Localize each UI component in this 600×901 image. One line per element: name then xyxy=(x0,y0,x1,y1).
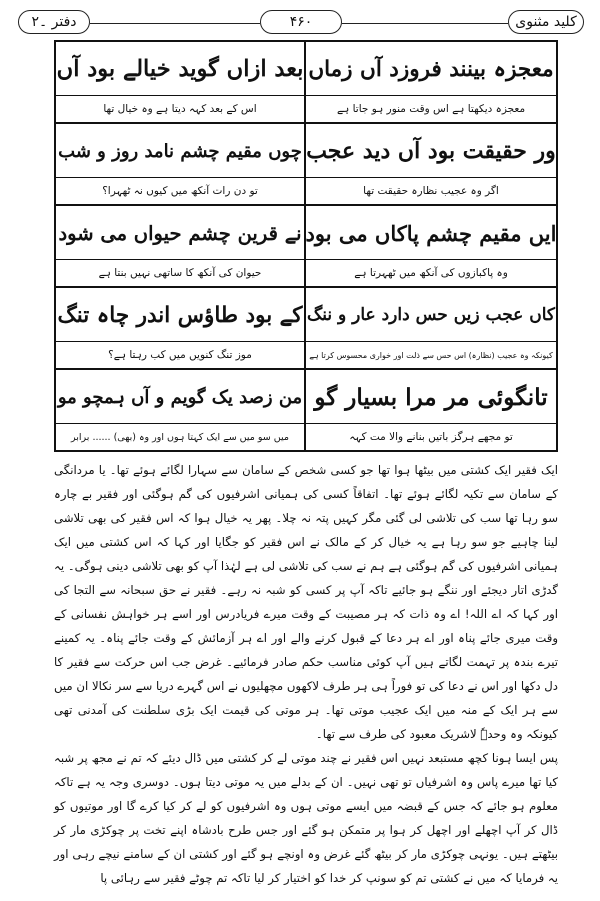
urdu-translation: معجزہ دیکھتا ہے اس وقت منور ہو جاتا ہے xyxy=(306,95,556,122)
couplet-second-hemistich xyxy=(56,206,306,286)
paragraph: پس ایسا ہونا کچھ مستبعد نہیں اس فقیر نے چند موتی لے کر کشتی میں ڈال دیئے کہ تم نے مجھ پر شبہ کیا تھا میرے پاس وہ اشرفیاں تو تھی نہیں۔ ان کے بدلے میں یہ موتی دیتا ہوں۔ دوسری وجہ یہ ہے تاکہ معلوم ہو جائے کہ جس کے قبضہ میں ایسے موتی ہوں وہ اشرفیوں کو لے کر کیا کرے گا اور موتیوں کو ڈال کر آپ اچھلے اور اچھل کر ہوا پر متمکن ہو گئے اور جس طرح بادشاہ اپنے تخت پر چوکڑی مار کر بیٹھتے ہیں۔ یونہی چوکڑی مار کر بیٹھ گئے غرض وہ اونچے ہو گئے اور کشتی ان کے سامنے نیچے رہی اور یہ فرمایا کہ میں نے کشتی تم کو سونپ کر خدا کو اختیار کر لیا تاکہ تم چوٹے فقیر سے رہائی پا xyxy=(54,751,558,885)
persian-verse: ور حقیقت بود آں دید عجب xyxy=(306,138,556,164)
urdu-translation: اس کے بعد کہہ دیتا ہے وہ خیال تھا xyxy=(56,95,304,122)
urdu-translation: وہ پاکبازوں کی آنکھ میں ٹھہرتا ہے xyxy=(306,259,556,286)
couplet-table xyxy=(54,40,558,452)
urdu-translation: تو دن رات آنکھ میں کیوں نہ ٹھہرا؟ xyxy=(56,177,304,204)
persian-verse: تانگوئی مر مرا بسیار گو xyxy=(314,383,548,411)
page-number: ۴۶۰ xyxy=(260,10,342,34)
commentary-text xyxy=(54,458,558,890)
couplet-second-hemistich xyxy=(56,124,306,204)
urdu-translation: تو مجھے ہرگز باتیں بنانے والا مت کہہ xyxy=(306,423,556,450)
urdu-translation: حیوان کی آنکھ کا ساتھی نہیں بنتا ہے xyxy=(56,259,304,286)
urdu-translation: کیونکہ وہ عجیب (نظارہ) اس حس سے ذلت اور خواری محسوس کرتا ہے xyxy=(306,341,556,368)
urdu-translation: اگر وہ عجیب نظارہ حقیقت تھا xyxy=(306,177,556,204)
persian-verse: ایں مقیم چشم پاکاں می بود xyxy=(306,220,556,246)
volume-label: دفتر ۔۲ xyxy=(18,10,90,34)
persian-verse: بعد ازاں گوید خیالے بود آں xyxy=(56,56,304,82)
couplet-row xyxy=(56,124,556,206)
header-rule-left xyxy=(90,23,260,24)
persian-verse: کے بود طاؤس اندر چاہ تنگ xyxy=(57,302,303,328)
persian-verse: چوں مقیم چشم نامد روز و شب xyxy=(58,140,302,162)
persian-verse: کاں عجب زیں حس دارد عار و ننگ xyxy=(307,305,555,325)
couplet-first-hemistich xyxy=(306,124,556,204)
header-rule-right xyxy=(342,23,508,24)
urdu-translation: موز تنگ کنویں میں کب رہتا ہے؟ xyxy=(56,341,304,368)
couplet-row xyxy=(56,288,556,370)
couplet-row xyxy=(56,206,556,288)
couplet-first-hemistich xyxy=(306,42,556,122)
urdu-translation: میں سو میں سے ایک کہتا ہوں اور وہ (بھی) ...... برابر xyxy=(56,423,304,450)
book-title: کلید مثنوی xyxy=(508,10,584,34)
couplet-first-hemistich xyxy=(306,206,556,286)
persian-verse: معجزہ بینند فروزد آں زماں xyxy=(308,56,554,82)
page-header xyxy=(18,8,584,38)
couplet-first-hemistich xyxy=(306,370,556,450)
couplet-first-hemistich xyxy=(306,288,556,368)
couplet-row xyxy=(56,370,556,452)
persian-verse: نے قرین چشم حیواں می شود xyxy=(58,221,302,245)
couplet-second-hemistich xyxy=(56,370,306,450)
couplet-second-hemistich xyxy=(56,42,306,122)
paragraph: ایک فقیر ایک کشتی میں بیٹھا ہوا تھا جو کسی شخص کے سامان سے سہارا لگائے ہوئے تھا۔ یا مردانگی کے سامان سے تکیہ لگائے ہوئے تھا۔ اتفاقاً کسی کی ہمیانی اشرفیوں کی گم ہوگئی اور فقیر بے چارہ سو رہا تھا سب کی تلاشی لی گئی مگر کہیں پتہ نہ چلا۔ پھر یہ خیال ہوا کہ اس فقیر کی بھی تلاشی لینا چاہیے جو سو رہا ہے یہ خیال کر کے مالک نے اس فقیر کو جگایا اور کہا کہ اس کشتی میں ایک ہمیانی اشرفیوں کی گم ہوگئی ہے ہم نے سب کی تلاشی لی ہے لہٰذا آپ کو بھی تلاشی دینی ہوگی۔ یہ گدڑی اتار دیجئے اور ننگے ہو جائیے تاکہ آپ پر کسی کو شبہ نہ رہے۔ فقیر نے حق سبحانہ سے التجا کی اور کہا کہ اے اللہ! اے وہ ذات کہ ہر مصیبت کے وقت میرے فریادرس اور اسے ہر خواہش نفسانی کے وقت میری جائے پناہ اور اے ہر دعا کے قبول کرنے والے اور اے ہر آزمائش کے وقت جائے پناہ۔ یہ کمینے تیرے بندہ پر تہمت لگاتے ہیں آپ کوئی مناسب حکم صادر فرمائیے۔ غرض جب اس حرکت سے فقیر کا دل دکھا اور اس نے دعا کی تو فوراً ہی ہر طرف لاکھوں مچھلیوں نے اس گہرے دریا سے سر نکالا ان میں سے ہر ایک کے منہ میں ایک عجیب موتی تھا۔ ہر موتی کی قیمت ایک بڑی سلطنت کی آمدنی تھی کیونکہ وہ وحدہٗ لاشریک معبود کی طرف سے تھا۔ xyxy=(54,463,558,741)
couplet-row xyxy=(56,42,556,124)
persian-verse: من زصد یک گویم و آں ہمچو مو xyxy=(57,386,303,408)
couplet-second-hemistich xyxy=(56,288,306,368)
